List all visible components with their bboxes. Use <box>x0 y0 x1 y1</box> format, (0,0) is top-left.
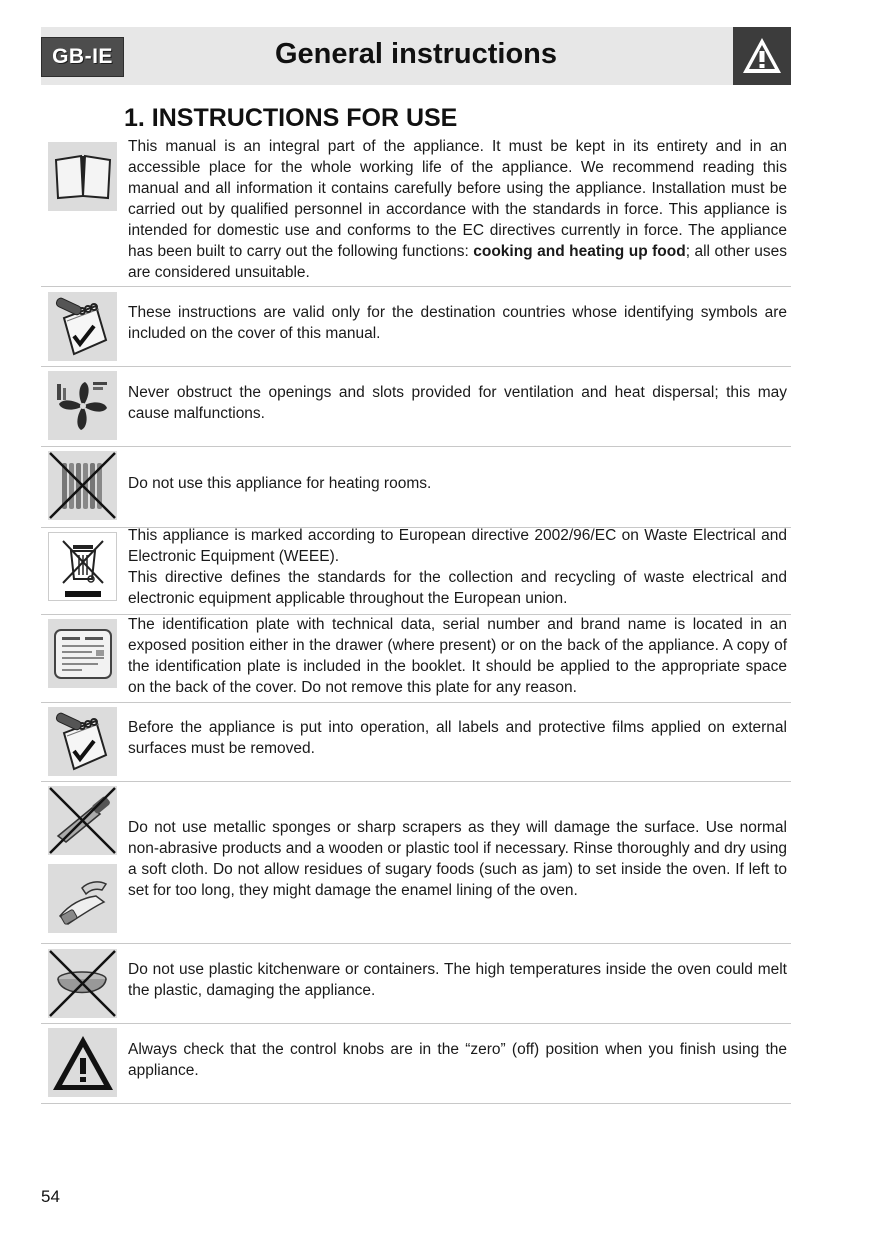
instruction-row-id-plate <box>41 615 791 703</box>
section-title: 1. INSTRUCTIONS FOR USE <box>124 104 458 132</box>
warning-triangle-icon <box>48 1028 117 1097</box>
instruction-row-knobs <box>41 1024 791 1104</box>
no-scraper-icon <box>48 786 117 855</box>
instruction-text: Do not use metallic sponges or sharp scrapers as they will damage the surface. Use normal non-abrasive products and a wooden or plastic tool if necessary. Rinse thoroughly and dry using a soft cloth. Do not allow residues of sugary foods (such as jam) to set inside the oven. If left to set for too long, they might damage the enamel lining of the oven. <box>128 819 787 899</box>
instruction-text: Always check that the control knobs are in the “zero” (off) position when you finish using the appliance. <box>128 1041 787 1079</box>
instruction-row-manual <box>41 136 791 287</box>
ventilation-fan-icon <box>48 371 117 440</box>
instruction-row-plastic <box>41 944 791 1024</box>
no-plastic-bowl-icon <box>48 949 117 1018</box>
no-radiator-icon <box>48 451 117 520</box>
language-badge: GB-IE <box>41 37 124 77</box>
notepad-check-icon <box>48 707 117 776</box>
instruction-row-destination <box>41 287 791 367</box>
page-header <box>41 27 791 85</box>
instruction-row-cleaning <box>41 782 791 944</box>
header-warning-icon <box>733 27 791 85</box>
instruction-text: This appliance is marked according to European directive 2002/96/EC on Waste Electrical and Electronic Equipment (WEEE). This directive defines the standards for the collection and recycling of waste electrical and electronic equipment applicable throughout the European union. <box>128 527 787 607</box>
instruction-text: Before the appliance is put into operation, all labels and protective films applied on external surfaces must be removed. <box>128 719 787 757</box>
instruction-text: Do not use plastic kitchenware or containers. The high temperatures inside the oven could melt the plastic, damaging the appliance. <box>128 961 787 999</box>
sponge-hand-icon <box>48 864 117 933</box>
instruction-text: Do not use this appliance for heating rooms. <box>128 475 432 492</box>
open-book-icon <box>48 142 117 211</box>
weee-bin-icon <box>48 532 117 601</box>
bold-functions: cooking and heating up food <box>473 243 686 260</box>
notepad-check-icon <box>48 292 117 361</box>
page-number: 54 <box>41 1187 60 1206</box>
instruction-text: These instructions are valid only for the destination countries whose identifying symbols are included on the cover of this manual. <box>128 304 787 342</box>
instruction-text: Never obstruct the openings and slots provided for ventilation and heat dispersal; this may cause malfunctions. <box>128 384 787 422</box>
instruction-row-ventilation <box>41 367 791 447</box>
identification-plate-icon <box>48 619 117 688</box>
header-title: General instructions <box>274 37 557 70</box>
instruction-row-weee <box>41 528 791 615</box>
instruction-text: The identification plate with technical data, serial number and brand name is located in an exposed position either in the drawer (where present) or on the back of the appliance. A copy of the identification plate is included in the booklet. It should be applied to the appropriate space on the back of the cover. Do not remove this plate for any reason. <box>128 616 787 696</box>
instruction-row-heating <box>41 447 791 528</box>
instruction-row-labels <box>41 703 791 782</box>
instruction-text: This manual is an integral part of the appliance. It must be kept in its entirety and in an accessible place for the whole working life of the appliance. We recommend reading this manual and all information it contains carefully before using the appliance. Installation must be carried out by qualified personnel in accordance with the standards in force. This appliance is intended for domestic use and conforms to the EC directives currently in force. The appliance has been built to carry out the following functions: cooking and heating up food; all other uses are considered unsuitable. <box>128 138 787 281</box>
